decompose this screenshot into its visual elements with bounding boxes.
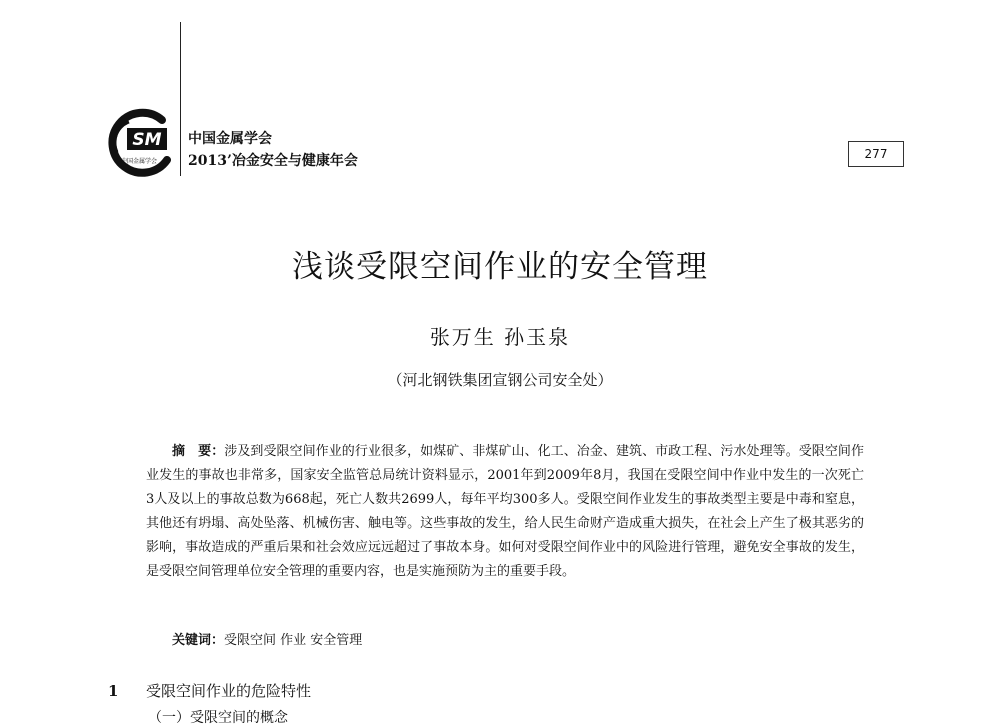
logo-ring-text: 中国金属学会 (120, 158, 158, 165)
keywords-text: 受限空间 作业 安全管理 (224, 633, 363, 648)
page-number: 277 (848, 141, 904, 167)
society-logo (105, 108, 175, 178)
logo-mark: SM (132, 130, 162, 150)
abstract (146, 440, 864, 584)
paper-authors: 张万生 孙玉泉 (429, 325, 571, 349)
header-divider-line (180, 22, 181, 176)
paper-title: 浅谈受限空间作业的安全管理 (292, 249, 708, 285)
abstract-label: 摘 要： (172, 444, 225, 459)
header-society-block (188, 128, 358, 172)
keywords-label: 关键词： (172, 633, 225, 648)
conference-name: 2013’冶金安全与健康年会 (188, 153, 358, 169)
keywords (172, 629, 362, 648)
society-name: 中国金属学会 (188, 131, 272, 147)
paper-affiliation: （河北钢铁集团宣钢公司安全处） (387, 371, 613, 389)
subsection-heading: （一）受限空间的概念 (148, 710, 288, 726)
section-title: 受限空间作业的危险特性 (146, 682, 312, 700)
abstract-text: 涉及到受限空间作业的行业很多，如煤矿、非煤矿山、化工、冶金、建筑、市政工程、污水处理等。受限空间作业发生的事故也非常多，国家安全监管总局统计资料显示，2001年到2009年8月，我国在受限空间中作业中发生的一次死亡3人及以上的事故总数为668起，死亡人数共2699人，每年平均300多人。受限空间作业发生的事故类型主要是中毒和窒息，其他还有坍塌、高处坠落、机械伤害、触电等。这些事故的发生，给人民生命财产造成重大损失，在社会上产生了极其恶劣的影响，事故造成的严重后果和社会效应远远超过了事故本身。如何对受限空间作业中的风险进行管理，避免安全事故的发生，是受限空间管理单位安全管理的重要内容，也是实施预防为主的重要手段。 (146, 444, 864, 579)
section-heading (108, 680, 311, 701)
section-number: 1 (108, 682, 119, 700)
